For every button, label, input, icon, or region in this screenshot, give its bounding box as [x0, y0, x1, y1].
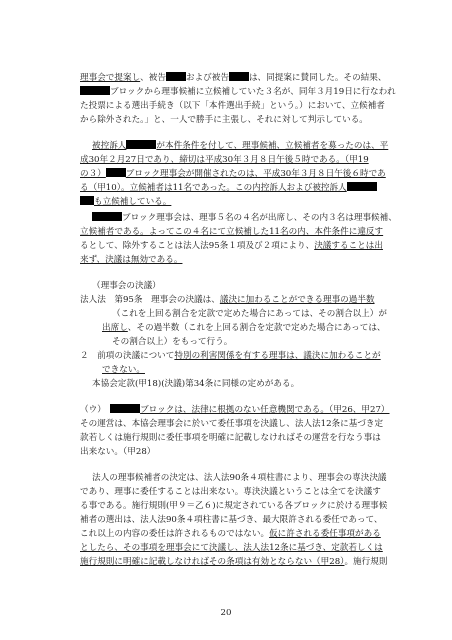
text-line: （これを上回る割合を定款で定めた場合にあっては、その割合以上）が [112, 309, 387, 319]
text-line: 被控訴人 が本件条件を付して、理事候補、立候補者を募ったのは、平 [92, 141, 389, 151]
text-line: ２ 前項の決議について特別の利害関係を有する理事は、議決に加わることが [80, 351, 381, 361]
text-line: 法人の理事候補者の決定は、法人法90条４項柱書により、理事会の専決決議 [92, 473, 387, 483]
text-line: ブロック理事会は、理事５名の４名が出席し、その内３名は理事候補、 [92, 212, 400, 224]
redaction-block [110, 404, 140, 413]
text-line: としたら、その事項を理事会にて決議し、法人法12条に基づき、定款若しくは [80, 543, 383, 553]
text-line: 出来ない。（甲28） [80, 447, 156, 457]
redaction-block [229, 72, 249, 81]
text-line: これ以上の内容の委任は許されるものではない。仮に許される委任事項がある [80, 529, 381, 539]
text-line: 成30年２月27日であり、締切は平成30年３月８日午後５時である。（甲19 [80, 155, 369, 165]
redaction-block [80, 196, 94, 205]
text-line: 法人法 第95条 理事会の決議は、議決に加わることができる理事の過半数 [80, 295, 375, 305]
redaction-block [106, 168, 126, 177]
text-line: その運営は、本協会理事会に於いて委任事項を決議し、法人法12条に基づき定 [80, 419, 384, 429]
text-line: 立候補者である。よってこの４名にて立候補した11名の内、本件条件に違反す [80, 227, 384, 237]
redaction-block [126, 140, 156, 149]
text-line: 補者の選出は、法人法90条４項柱書に基づき、最大限許される委任であって、 [80, 515, 383, 525]
text-line: た投票による選出手続き（以下「本件選出手続」という。）において、立候補者 [80, 101, 385, 111]
text-line: ブロックから理事候補に立候補していた３名が、同年３月19日に行なわれ [80, 86, 400, 98]
text-line: 理事会で提案し、被告 および被告 は、同提案に賛同した。その結果、 [80, 73, 387, 83]
text-line: 施行規則に明確に記載しなければその条項は有効とならない（甲28）。施行規則 [80, 557, 388, 567]
text-line: 款若しくは施行規則に委任事項を明確に記載しなければその運営を行なう事は [80, 433, 381, 443]
text-line: る（甲10）。立候補者は11名であった。この内控訴人および被控訴人 [80, 182, 400, 194]
text-line: も立候補している。 [80, 196, 400, 208]
redaction-block [347, 182, 377, 191]
text-line: から除外された。」と、一人で勝手に主張し、それに対して判示している。 [80, 115, 368, 125]
text-line: （ウ） ブロックは、法律に根拠のない任意機関である。（甲26、甲27） [80, 405, 390, 415]
text-line: できない。 [102, 365, 145, 375]
text-line: 本協会定款(甲18)(決議)第34条に同様の定めがある。 [92, 379, 300, 389]
text-line: その割合以上）をもって行う。 [112, 337, 233, 347]
text-line: 出席し、その過半数（これを上回る割合を定款で定めた場合にあっては、 [102, 323, 386, 333]
redaction-block [80, 86, 110, 95]
text-line: であり、理事に委任することは出来ない。専決決議ということは全てを決議す [80, 487, 381, 497]
redaction-block [166, 72, 186, 81]
redaction-block [92, 212, 122, 221]
text-line: 来ず、決議は無効である。 [80, 255, 183, 265]
text-line: るとして、除外することは法人法95条１項及び２項により、決議することは出 [80, 241, 383, 251]
text-line: る事である。施行規則(甲９＝乙６)に規定されている各ブロックに於ける理事候 [80, 501, 388, 511]
page-number: 20 [220, 608, 232, 618]
text-line: （理事会の決議） [92, 281, 161, 291]
text-line: の３） ブロック理事会が開催されたのは、平成30年３月８日午後６時であ [80, 169, 386, 179]
